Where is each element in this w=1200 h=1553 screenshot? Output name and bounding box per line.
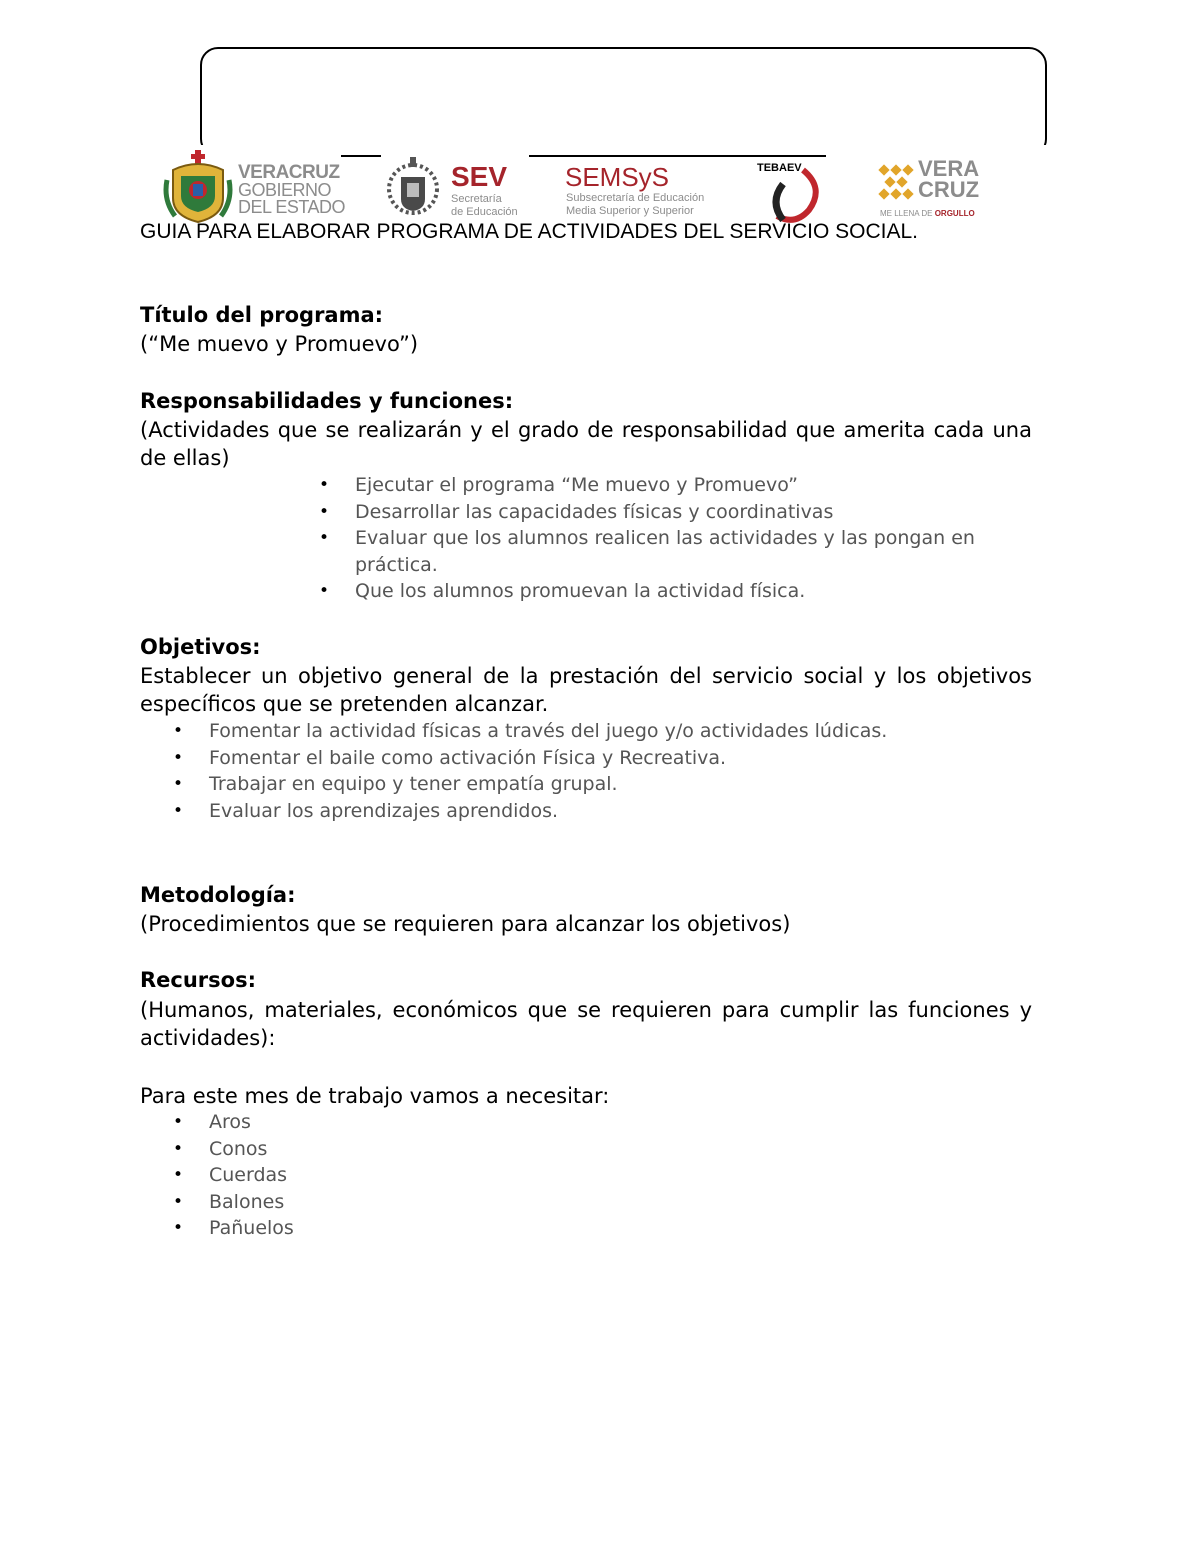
list-item-text: Cuerdas: [209, 1164, 288, 1186]
list-item: [173, 1109, 1029, 1136]
bullet: •: [173, 774, 184, 794]
veracruz-logo-line1: VERACRUZ: [238, 162, 340, 183]
semsys-logo: [565, 162, 725, 222]
veracruz-brand-line1: VERA: [918, 156, 980, 181]
veracruz-logo-line3: DEL ESTADO: [238, 197, 346, 217]
veracruz-brand-logo: [876, 158, 986, 223]
responsabilidades-heading: Responsabilidades y funciones:: [140, 389, 514, 413]
objetivos-heading: Objetivos:: [140, 635, 261, 659]
list-item-text: Evaluar los aprendizajes aprendidos.: [209, 799, 559, 822]
document-title: GUIA PARA ELABORAR PROGRAMA DE ACTIVIDADES DEL SERVICIO SOCIAL.: [140, 220, 919, 243]
header-frame: [200, 47, 1047, 157]
list-item-text: Que los alumnos promuevan la actividad física.: [355, 580, 806, 602]
metodologia-text: (Procedimientos que se requieren para alcanzar los objetivos): [140, 912, 791, 936]
tagline-pre: ME LLENA DE: [880, 209, 935, 218]
list-item-text: Balones: [209, 1190, 285, 1213]
responsabilidades-text: (Actividades que se realizarán y el grado de responsabilidad que amerita cada una de ellas): [140, 418, 1032, 470]
list-item-text: Fomentar el baile como activación Física y Recreativa.: [209, 746, 727, 769]
responsabilidades-list: [319, 472, 1035, 605]
bullet: •: [173, 721, 184, 741]
list-item: [319, 499, 1035, 526]
semsys-logo-line2: Media Superior y Superior: [566, 205, 694, 217]
list-item-text: Trabajar en equipo y tener empatía grupal.: [209, 773, 618, 795]
bullet: •: [173, 747, 184, 768]
metodologia-heading: Metodología:: [140, 883, 296, 907]
list-item-text: Evaluar que los alumnos realicen las actividades y las pongan en práctica.: [355, 527, 975, 576]
sev-logo-name: SEV: [451, 161, 508, 192]
sev-logo-line1: Secretaría: [451, 193, 502, 205]
bullet: •: [173, 1191, 184, 1212]
sev-logo-line2: de Educación: [451, 206, 518, 218]
tagline-bold: ORGULLO: [934, 209, 975, 218]
list-item-text: Pañuelos: [209, 1217, 294, 1239]
bullet: •: [173, 1112, 184, 1132]
list-item-text: Fomentar la actividad físicas a través del juego y/o actividades lúdicas.: [209, 720, 888, 742]
bullet: •: [173, 1138, 184, 1159]
titulo-text: (“Me muevo y Promuevo”): [140, 332, 419, 356]
objetivos-text: Establecer un objetivo general de la prestación del servicio social y los objetivos específicos que se pretenden alcanzar.: [140, 664, 1032, 716]
list-item: [319, 472, 1035, 499]
semsys-logo-name: SEMSyS: [565, 162, 670, 192]
list-item-text: Conos: [209, 1137, 268, 1160]
sev-logo: [385, 155, 535, 220]
tebaev-logo-name: TEBAEV: [757, 162, 802, 174]
list-item: [173, 1162, 1029, 1189]
list-item: [173, 798, 1029, 825]
list-item: [173, 745, 1029, 772]
list-item: [319, 525, 1035, 578]
veracruz-brand-tagline: [880, 209, 975, 218]
list-item: [173, 718, 1029, 745]
veracruz-brand-line2: CRUZ: [918, 177, 980, 202]
tebaev-swirl-icon: [763, 166, 823, 226]
coat-of-arms-icon: [163, 150, 233, 225]
semsys-logo-line1: Subsecretaría de Educación: [566, 192, 705, 204]
sev-emblem-icon: [385, 155, 441, 217]
recursos-heading: Recursos:: [140, 968, 256, 992]
bullet: •: [173, 800, 184, 821]
veracruz-pattern-icon: [878, 164, 914, 204]
list-item-text: Aros: [209, 1111, 251, 1133]
bullet: •: [319, 528, 330, 548]
recursos-list: [173, 1109, 1029, 1242]
recursos-text: (Humanos, materiales, económicos que se requieren para cumplir las funciones y actividades):: [140, 998, 1032, 1050]
veracruz-government-logo: [163, 150, 353, 225]
bullet: •: [319, 581, 330, 601]
bullet: •: [319, 501, 330, 522]
titulo-heading: Título del programa:: [140, 303, 384, 327]
list-item: [173, 771, 1029, 798]
list-item: [173, 1136, 1029, 1163]
bullet: •: [173, 1218, 184, 1238]
veracruz-logo-line2: GOBIERNO: [238, 180, 332, 200]
list-item-text: Ejecutar el programa “Me muevo y Promuevo”: [355, 474, 799, 496]
bullet: •: [319, 475, 330, 495]
list-item: [173, 1215, 1029, 1242]
list-item-text: Desarrollar las capacidades físicas y coordinativas: [355, 500, 834, 523]
bullet: •: [173, 1165, 184, 1185]
recursos-intro: Para este mes de trabajo vamos a necesitar:: [140, 1084, 610, 1108]
list-item: [173, 1189, 1029, 1216]
list-item: [319, 578, 1035, 605]
objetivos-list: [173, 718, 1029, 824]
